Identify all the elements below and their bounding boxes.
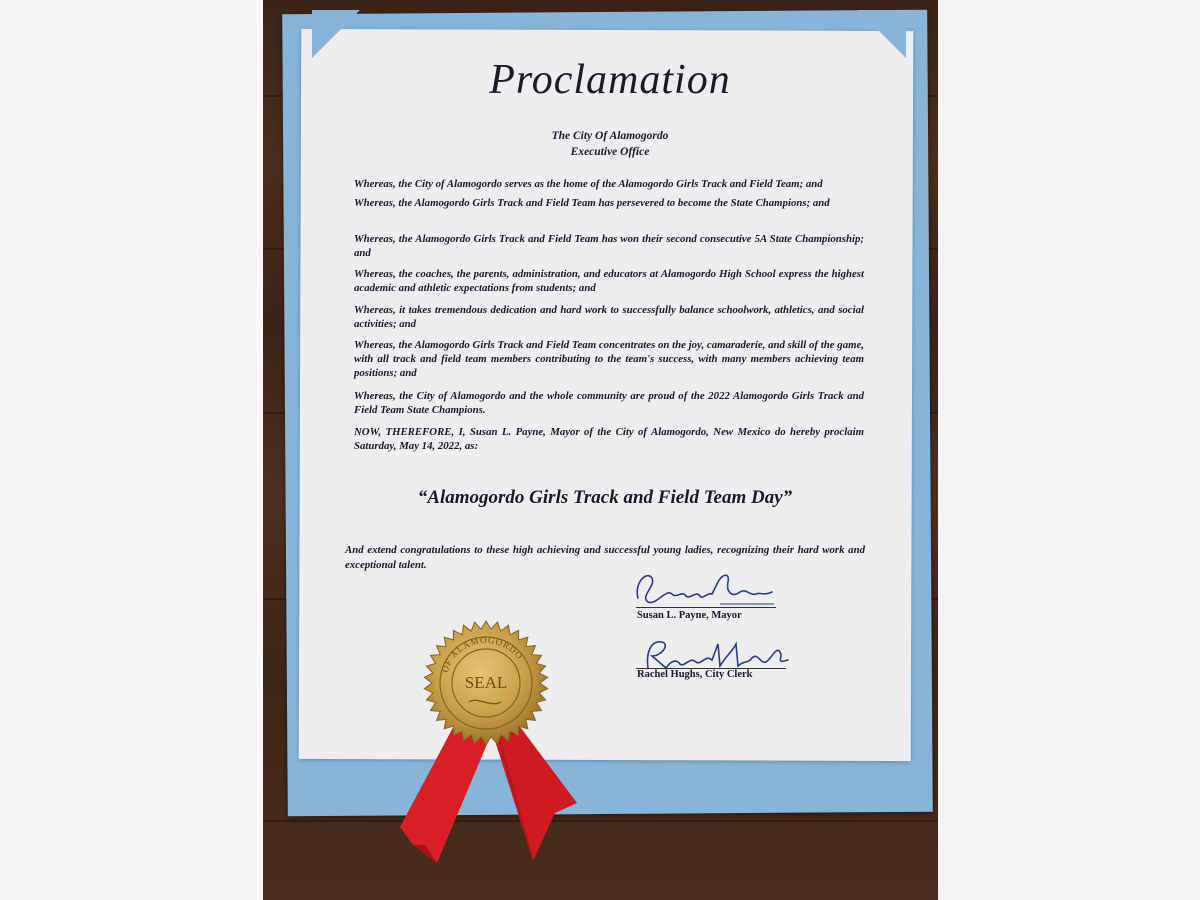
- clause-8: NOW, THEREFORE, I, Susan L. Payne, Mayor of the City of Alamogordo, New Mexico do hereby proclaim Saturday, May 14, 2022, as:: [354, 426, 864, 452]
- clause-3: Whereas, the Alamogordo Girls Track and Field Team has won their second consecutive 5A State Championship; and: [354, 233, 864, 259]
- clause-1: Whereas, the City of Alamogordo serves as the home of the Alamogordo Girls Track and Field Team; and: [354, 178, 823, 190]
- document-title: Proclamation: [489, 57, 731, 103]
- seal-ring-text: OF ALAMOGORDO: [439, 634, 526, 674]
- clause-2: Whereas, the Alamogordo Girls Track and Field Team has persevered to become the State Champions; and: [354, 197, 830, 209]
- folder-corner-right: [858, 10, 906, 58]
- clause-7: Whereas, the City of Alamogordo and the whole community are proud of the 2022 Alamogordo Girls Track and Field Team State Champions.: [354, 390, 864, 416]
- closing-statement: And extend congratulations to these high achieving and successful young ladies, recognizing their hard work and exceptional talent.: [345, 544, 865, 571]
- clause-4: Whereas, the coaches, the parents, administration, and educators at Alamogordo High School express the highest academic and athletic expectations from students; and: [354, 268, 864, 294]
- mayor-name: Susan L. Payne, Mayor: [637, 610, 742, 621]
- clerk-name: Rachel Hughs, City Clerk: [637, 669, 753, 680]
- mayor-signature-line: [636, 607, 776, 608]
- seal-center-text: SEAL: [464, 673, 508, 692]
- issuer-line-2: Executive Office: [570, 146, 650, 158]
- issuer-line-1: The City Of Alamogordo: [551, 130, 669, 142]
- folder-corner-left: [312, 10, 360, 58]
- proclaimed-day-name: “Alamogordo Girls Track and Field Team Day”: [417, 487, 793, 508]
- clause-5: Whereas, it takes tremendous dedication and hard work to successfully balance schoolwork, athletics, and social activities; and: [354, 304, 864, 330]
- clause-6: Whereas, the Alamogordo Girls Track and Field Team concentrates on the joy, camaraderie, and skill of the game, with all track and field team members contributing to the team's success, with many members achieving team positions; and: [354, 339, 864, 379]
- mayor-handwritten-signature: [632, 566, 782, 610]
- gold-city-seal: [421, 618, 551, 748]
- issuer-heading: [480, 128, 740, 160]
